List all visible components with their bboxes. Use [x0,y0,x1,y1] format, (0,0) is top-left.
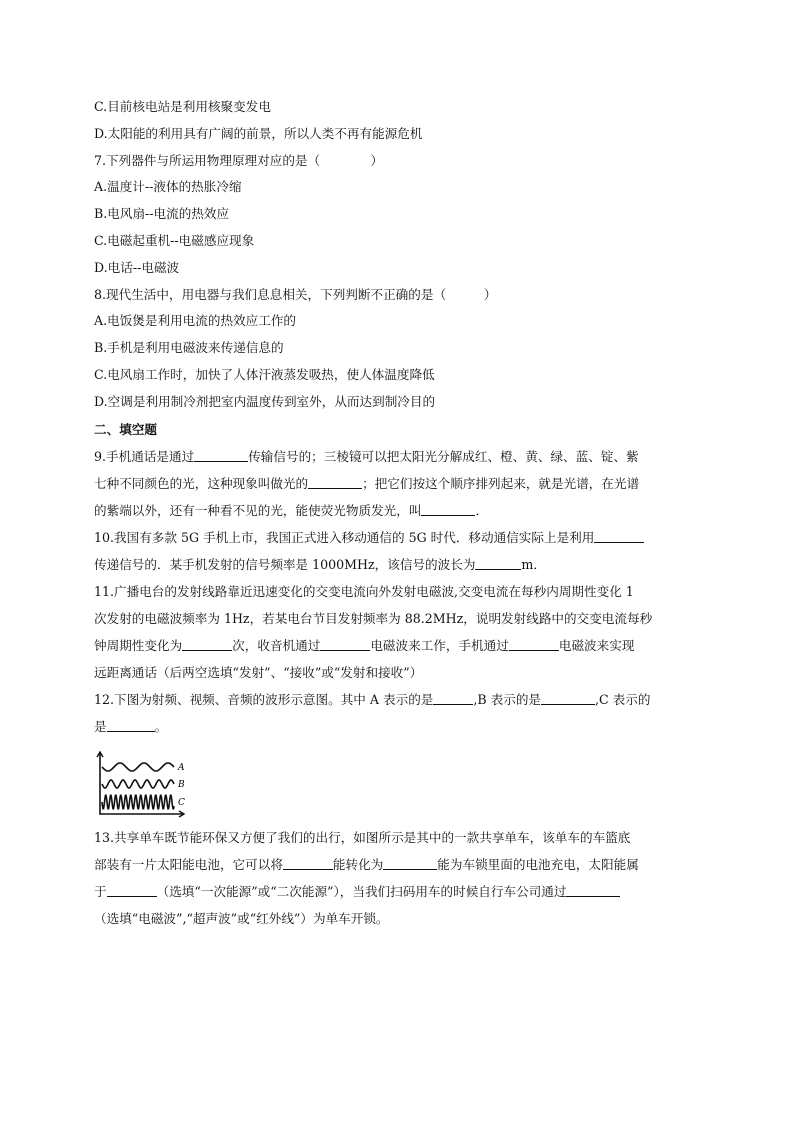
option-7c: C.电磁起重机--电磁感应现象 [94,232,255,248]
question-10-line-2 [94,551,702,578]
q11-text: 钟周期性变化为 [94,637,183,653]
answer-blank[interactable] [308,476,362,489]
wave-b [102,780,174,788]
wave-c [102,795,174,808]
q12-text: ,B 表示的是 [473,691,542,707]
q12-text: 。 [154,718,168,734]
q10-text: m． [521,556,546,572]
q13-text: （选填“一次能源”或“二次能源”），当我们扫码用车的时候自行车公司通过 [156,883,567,899]
question-13-line-1: 13.共享单车既节能环保又方便了我们的出行，如图所示是其中的一款共享单车，该单车的车篮底 [94,829,631,845]
option-8d: D.空调是利用制冷剂把室内温度传到室外，从而达到制冷目的 [94,393,436,409]
question-11-line-2: 次发射的电磁波频率为 1Hz，若某电台节目发射频率为 88.2MHz，说明发射线路中的交变电流每秒 [94,610,653,626]
option-6c: C.目前核电站是利用核聚变发电 [94,99,271,114]
waveform-figure [94,750,194,818]
wave-label-b: B [178,780,185,790]
answer-blank[interactable] [509,638,559,651]
option-7b: B.电风扇--电流的热效应 [94,206,230,222]
q11-text: 电磁波来实现 [558,637,635,653]
q9-text: 9.手机通话是通过 [94,448,195,464]
option-6d: D.太阳能的利用具有广阔的前景，所以人类不再有能源危机 [94,125,423,141]
q11-text: 电磁波来工作，手机通过 [370,637,509,653]
question-13-line-4: （选填“电磁波”,“超声波”或“红外线”）为单车开锁。 [94,910,389,926]
option-8a: A.电饭煲是利用电流的热效应工作的 [94,313,297,329]
q13-text: 能为车锁里面的电池充电，太阳能属 [437,856,639,872]
option-7a: A.温度计--液体的热胀冷缩 [94,179,242,195]
wave-label-c: C [178,798,185,808]
question-10-line-1 [94,524,702,551]
answer-blank[interactable] [107,719,155,732]
question-11-line-1: 11.广播电台的发射线路靠近迅速变化的交变电流向外发射电磁波,交变电流在每秒内周期性变化 1 [94,583,634,599]
wave-a [102,763,174,771]
question-9-line-1 [94,443,702,470]
q9-text: 传输信号的；三棱镜可以把太阳光分解成红、橙、黄、绿、蓝、锭、紫 [248,448,639,464]
q13-text: 部装有一片太阳能电池，它可以将 [94,856,283,872]
q13-text: 于 [94,883,107,899]
q12-text: 是 [94,718,107,734]
answer-blank[interactable] [383,857,437,870]
q9-text: 七种不同颜色的光，这种现象叫做光的 [94,475,309,491]
answer-blank[interactable] [541,692,595,705]
question-11-line-4: 远距离通话（后两空选填“发射”、“接收”或“发射和接收”） [94,664,423,680]
question-9-line-3 [94,497,702,524]
question-12-line-1 [94,686,702,713]
q13-text: 能转化为 [332,856,384,872]
answer-blank[interactable] [320,638,370,651]
wave-label-a: A [178,763,185,773]
question-7: 7.下列器件与所运用物理原理对应的是（ ） [94,152,384,168]
answer-blank[interactable] [194,449,248,462]
option-8c: C.电风扇工作时，加快了人体汗液蒸发吸热，使人体温度降低 [94,366,435,382]
option-7d: D.电话--电磁波 [94,259,180,275]
q9-text: 的紫端以外，还有一种看不见的光，能使荧光物质发光，叫 [94,502,422,518]
q10-text: 传递信号的．某手机发射的信号频率是 1000MHz，该信号的波长为 [94,556,476,572]
question-8: 8.现代生活中，用电器与我们息息相关，下列判断不正确的是（ ） [94,286,497,302]
section-title: 二、填空题 [94,421,157,437]
q9-text: ． [475,502,489,518]
question-13-line-3 [94,878,702,905]
answer-blank[interactable] [594,530,644,543]
answer-blank[interactable] [433,692,473,705]
q10-text: 10.我国有多款 5G 手机上市，我国正式进入移动通信的 5G 时代．移动通信实际上是利用 [94,529,595,545]
answer-blank[interactable] [421,503,475,516]
answer-blank[interactable] [107,884,157,897]
answer-blank[interactable] [475,557,521,570]
answer-blank[interactable] [566,884,620,897]
q12-text: ,C 表示的 [595,691,651,707]
question-11-line-3 [94,632,702,659]
answer-blank[interactable] [283,857,333,870]
answer-blank[interactable] [182,638,232,651]
question-13-line-2 [94,851,702,878]
q9-text: ；把它们按这个顺序排列起来，就是光谱，在光谱 [362,475,640,491]
question-9-line-2 [94,470,702,497]
question-12-line-2 [94,713,702,740]
q11-text: 次，收音机通过 [232,637,321,653]
option-8b: B.手机是利用电磁波来传递信息的 [94,340,284,356]
q12-text: 12.下图为射频、视频、音频的波形示意图。其中 A 表示的是 [94,691,434,707]
